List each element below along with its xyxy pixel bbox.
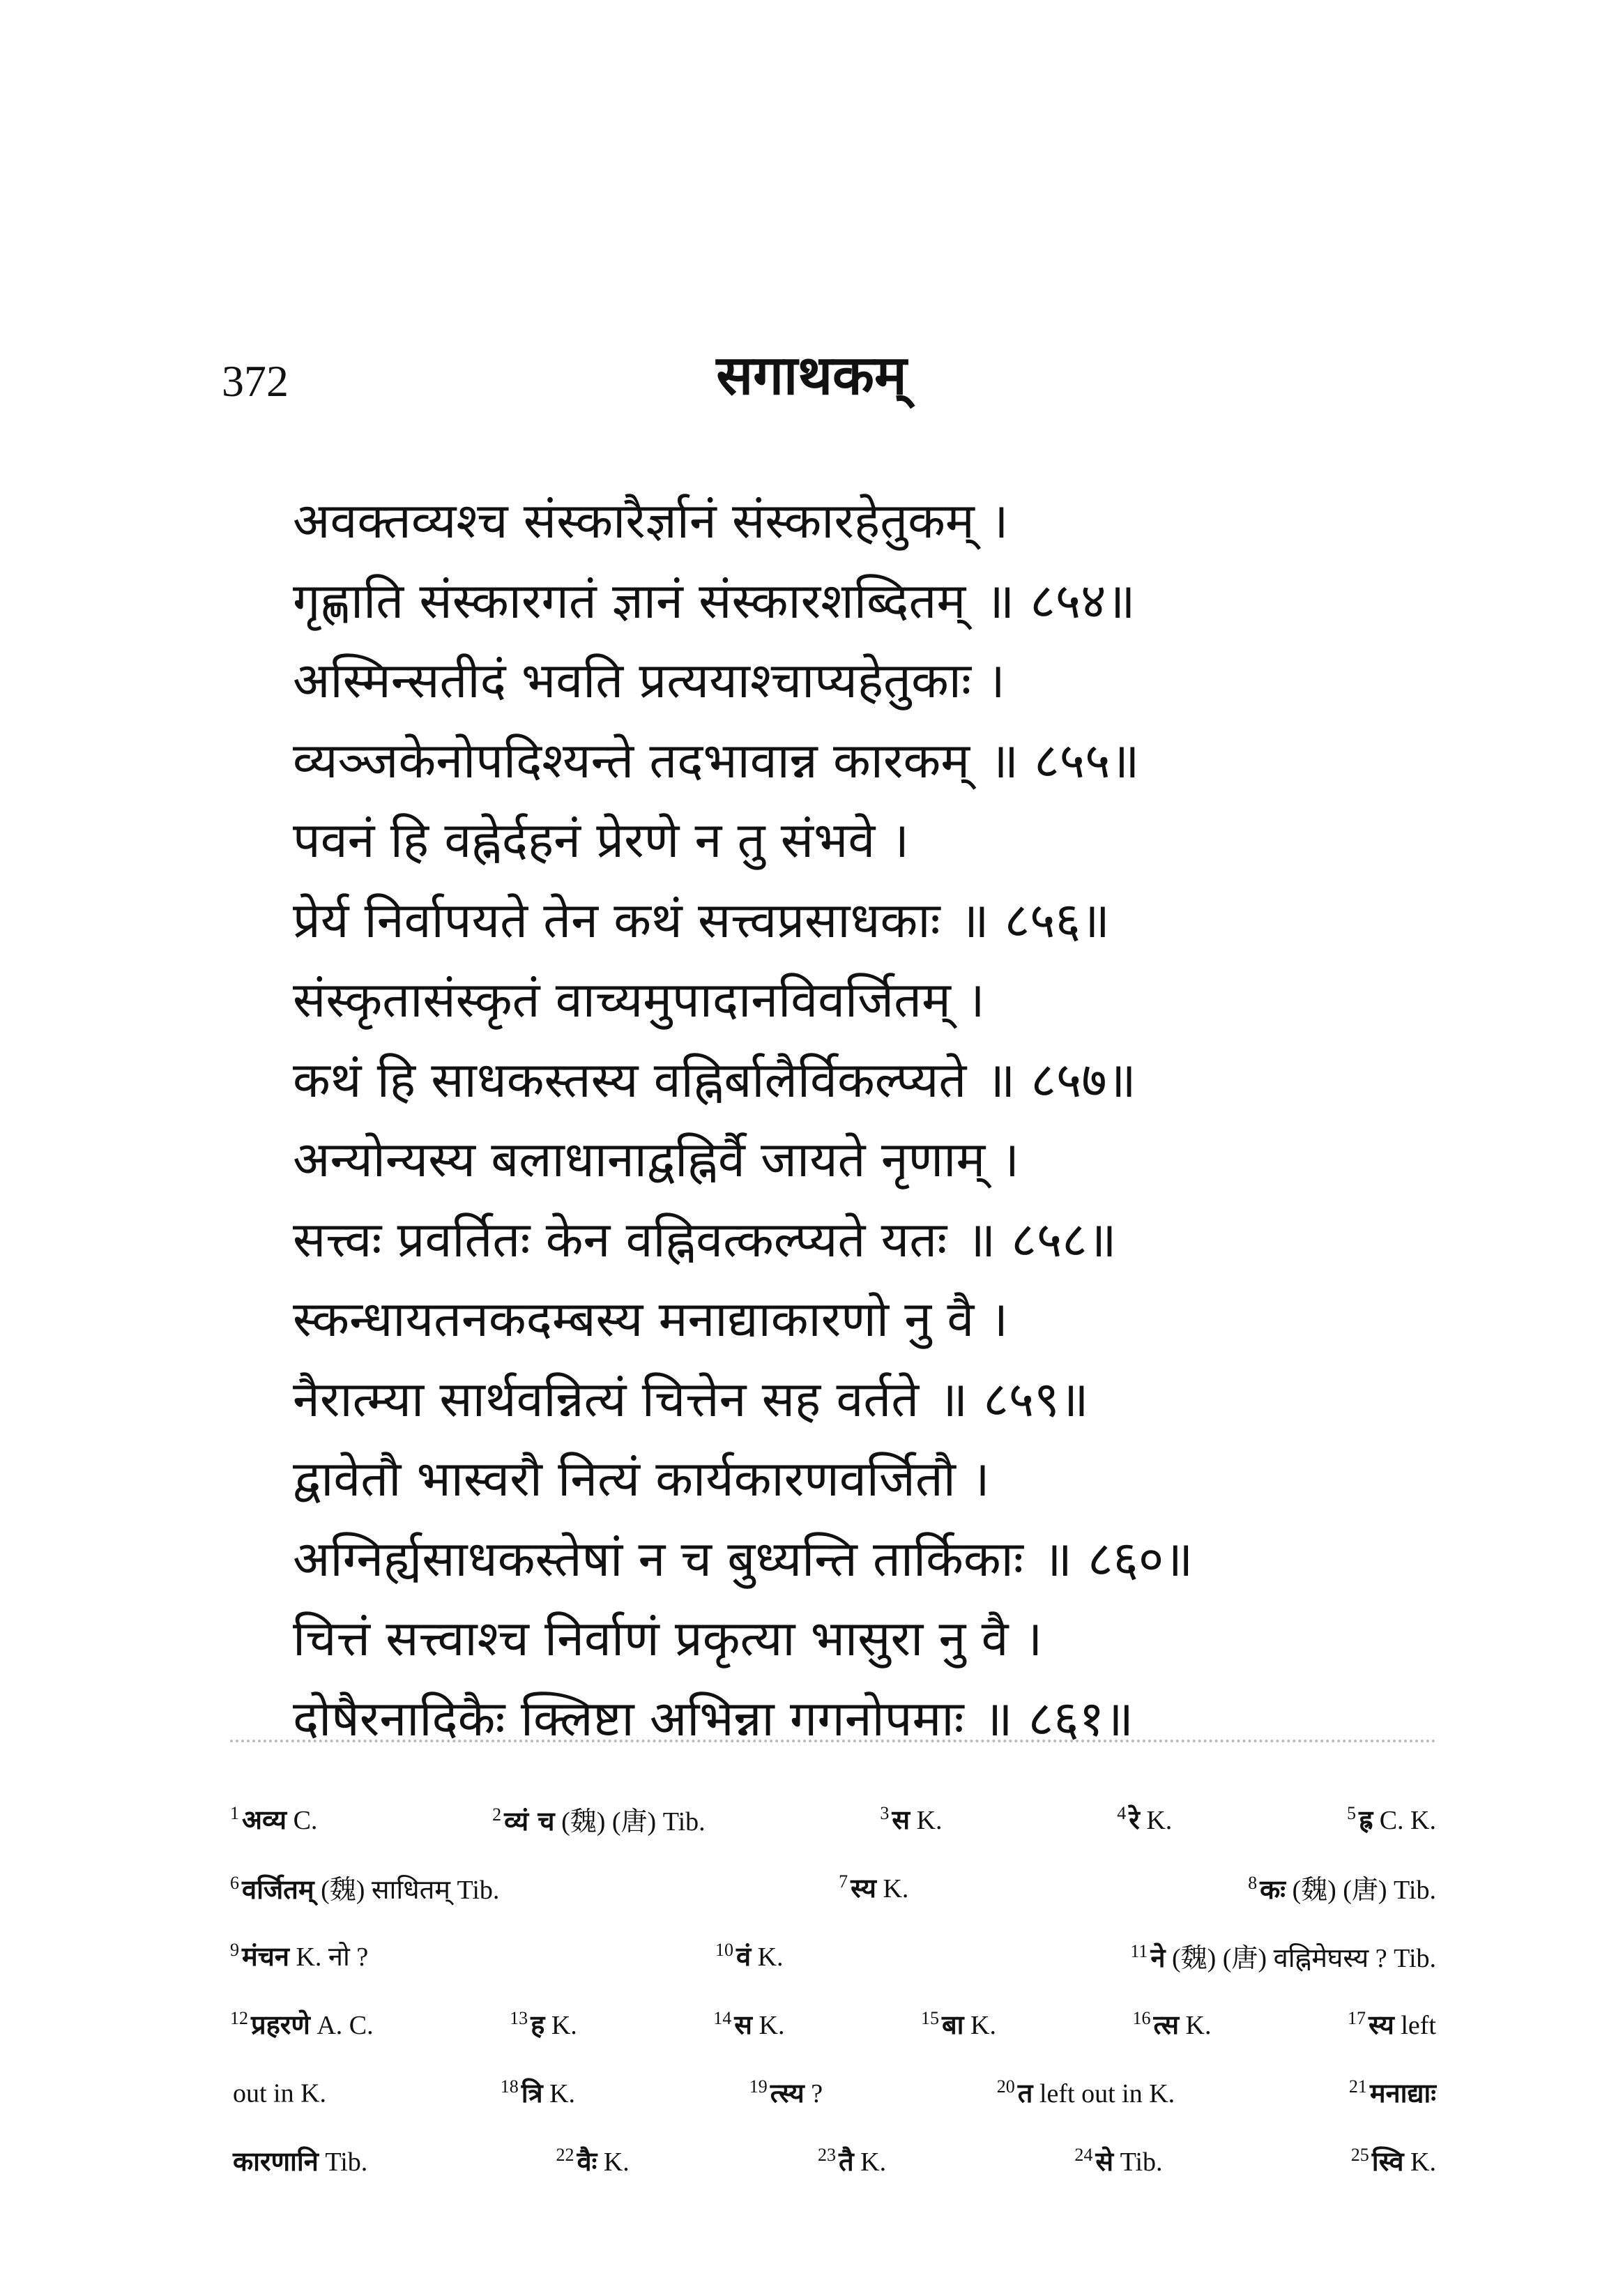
footnote-source: C. [293, 1806, 318, 1835]
footnote-marker: 6 [230, 1873, 239, 1894]
footnote-marker: 25 [1350, 2145, 1369, 2166]
footnote-marker: 24 [1074, 2145, 1093, 2166]
verse-text: अन्योन्यस्य बलाधानाद्वह्निर्वै जायते नृणाम् । [293, 1131, 1020, 1189]
footnote-item [713, 2006, 784, 2042]
footnote-marker: 19 [749, 2076, 768, 2097]
footnote-marker: 13 [510, 2008, 528, 2029]
footnote-item [1351, 2143, 1436, 2179]
footnote-item [818, 2143, 886, 2179]
footnote-marker: 15 [920, 2008, 939, 2029]
page-number: 372 [222, 356, 289, 406]
verse-line [293, 481, 1478, 561]
footnote-source: C. K. [1379, 1806, 1436, 1835]
footnote-marker: 20 [996, 2076, 1015, 2097]
verse-text: संस्कृतासंस्कृतं वाच्यमुपादानविवर्जितम् । [293, 971, 985, 1029]
verse-text: दोषैरनादिकैः क्लिष्टा अभिन्ना गगनोपमाः [293, 1689, 964, 1747]
footnote-item [230, 1868, 499, 1907]
footnote-source: K. नो ? [296, 1943, 369, 1972]
footnote-item [230, 1938, 368, 1974]
footnote-marker: 8 [1248, 1873, 1258, 1894]
verse-text: स्कन्धायतनकदम्बस्य मनाद्याकारणो नु वै । [293, 1291, 1009, 1348]
footnote-marker: 3 [880, 1803, 890, 1824]
footnote-item [1248, 1868, 1436, 1907]
verse-text: सत्त्वः प्रवर्तितः केन वह्निवत्कल्प्यते यतः [293, 1210, 947, 1268]
footnote-reading: त्स्य [770, 2078, 805, 2108]
footnote-source: (魏) (唐) Tib. [1292, 1876, 1436, 1905]
footnote-item [749, 2074, 823, 2111]
footnote-marker: 1 [230, 1803, 239, 1824]
verse-text: अग्निर्ह्यसाधकस्तेषां न च बुध्यन्ति तार्किकाः [293, 1530, 1023, 1588]
footnote-reading: स [892, 1804, 910, 1835]
verse-text: द्वावेतौ भास्वरौ नित्यं कार्यकारणवर्जितौ । [293, 1450, 990, 1508]
verse-line [293, 1200, 1478, 1280]
footnote-source: K. [757, 1943, 784, 1972]
footnote-source: left out in K. [1039, 2079, 1175, 2108]
footnote-item [997, 2074, 1175, 2111]
verse-line [293, 881, 1478, 961]
verse-line [293, 1120, 1478, 1200]
footnote-divider [230, 1740, 1436, 1742]
footnote-item [1349, 2074, 1436, 2111]
footnote-marker: 9 [230, 1940, 239, 1961]
footnote-reading: स्य [1369, 2009, 1394, 2040]
footnote-reading: ने [1150, 1943, 1166, 1973]
footnote-reading: मंचन [242, 1941, 289, 1972]
footnote-item [715, 1938, 784, 1974]
footnote-item [1130, 1936, 1436, 1975]
footnote-source: K. [551, 2011, 577, 2040]
verse-line [293, 1040, 1478, 1120]
footnote-row [230, 2058, 1436, 2127]
verse-number: ॥ ८६०॥ [1042, 1530, 1194, 1588]
footnote-reading: ह्र [1359, 1804, 1373, 1835]
verse-line [293, 800, 1478, 881]
footnote-item [230, 2143, 367, 2179]
footnote-reading: ह [531, 2009, 545, 2040]
footnote-marker: 23 [818, 2145, 836, 2166]
footnote-row [230, 1990, 1436, 2058]
footnote-source: (魏) (唐) Tib. [561, 1807, 706, 1837]
footnote-marker: 21 [1348, 2076, 1367, 2097]
verse-number: ॥ ८६१॥ [983, 1689, 1134, 1747]
verse-number: ॥ ८५७॥ [986, 1051, 1136, 1109]
footnote-reading: त्रि [521, 2078, 543, 2108]
footnote-marker: 16 [1132, 2008, 1151, 2029]
verse-number: ॥ ८५८॥ [966, 1210, 1117, 1268]
footnote-reading: तै [839, 2146, 854, 2177]
footnote-marker: 7 [839, 1871, 848, 1892]
verse-text: अवक्तव्यश्च संस्कारैर्ज्ञानं संस्कारहेतुकम् । [293, 492, 1009, 550]
verse-line [293, 1439, 1478, 1519]
footnote-item [880, 1801, 942, 1837]
footnote-source: ? [811, 2079, 823, 2108]
verse-number: ॥ ८५५॥ [989, 731, 1140, 789]
footnote-item [230, 1801, 317, 1837]
verse-number: ॥ ८५९॥ [938, 1370, 1089, 1428]
footnote-item [556, 2143, 630, 2179]
footnote-item [492, 1800, 705, 1839]
verse-line [293, 1360, 1478, 1440]
footnote-item [1347, 1801, 1436, 1837]
footnote-row [230, 1922, 1436, 1990]
verse-block [293, 481, 1478, 1758]
footnote-reading: त [1017, 2078, 1033, 2108]
verse-text: प्रेर्य निर्वापयते तेन कथं सत्त्वप्रसाधकाः [293, 891, 940, 949]
footnote-reading: अव्य [242, 1804, 287, 1835]
footnote-reading: प्रहरणे [251, 2009, 310, 2040]
footnote-source: K. [1185, 2011, 1212, 2040]
footnote-reading: त्स [1153, 2009, 1180, 2040]
verse-text: व्यञ्जकेनोपदिश्यन्ते तदभावान्न कारकम् [293, 731, 970, 789]
footnote-item [1117, 1801, 1172, 1837]
footnote-row [230, 1853, 1436, 1922]
footnotes [230, 1785, 1436, 2195]
footnote-item [921, 2006, 996, 2042]
footnote-source: K. [759, 2011, 785, 2040]
verse-line [293, 1599, 1478, 1679]
footnote-reading: स्य [851, 1873, 876, 1903]
footnote-item [501, 2074, 575, 2111]
footnote-item [230, 2006, 374, 2042]
verse-text: चित्तं सत्त्वाश्च निर्वाणं प्रकृत्या भासुरा नु वै । [293, 1610, 1043, 1668]
footnote-reading: कारणानि [233, 2146, 319, 2177]
verse-text: अस्मिन्सतीदं भवति प्रत्ययाश्चाप्यहेतुकाः । [293, 652, 1005, 710]
footnote-reading: स्वि [1371, 2146, 1404, 2177]
footnote-source: Tib. [325, 2147, 368, 2177]
footnote-reading: मनाद्याः [1369, 2078, 1436, 2108]
verse-line [293, 641, 1478, 721]
footnote-marker: 2 [492, 1804, 502, 1825]
footnote-marker: 4 [1117, 1803, 1127, 1824]
verse-line [293, 960, 1478, 1040]
verse-number: ॥ ८५४॥ [985, 572, 1136, 630]
footnote-reading: बा [941, 2009, 964, 2040]
footnote-marker: 22 [556, 2145, 574, 2166]
footnote-source: K. [549, 2079, 576, 2108]
verse-number: ॥ ८५६॥ [959, 891, 1110, 949]
footnote-source: K. [970, 2011, 996, 2040]
footnote-item [839, 1869, 908, 1906]
footnote-source: K. [1410, 2147, 1436, 2177]
footnote-reading: वं [736, 1941, 752, 1972]
footnote-marker: 11 [1130, 1941, 1148, 1962]
verse-text: नैरात्म्या सार्थवन्नित्यं चित्तेन सह वर्तते [293, 1370, 920, 1428]
footnote-source: K. [916, 1806, 943, 1835]
footnote-row [230, 2127, 1436, 2195]
footnote-marker: 18 [500, 2076, 519, 2097]
footnote-source: (魏) (唐) वह्निमेघस्य ? Tib. [1171, 1944, 1436, 1973]
footnote-source: out in K. [233, 2078, 327, 2108]
footnote-source: K. [603, 2147, 630, 2177]
footnote-item [510, 2006, 577, 2042]
verse-line [293, 721, 1478, 801]
footnote-source: K. [883, 1874, 909, 1903]
verse-line [293, 561, 1478, 641]
footnote-reading: स [734, 2009, 752, 2040]
verse-line [293, 1279, 1478, 1360]
footnote-source: K. [860, 2147, 887, 2177]
footnote-source: K. [1146, 1806, 1173, 1835]
running-title: सगाथकम् [716, 344, 907, 407]
footnote-item [1132, 2006, 1211, 2042]
footnote-item [1348, 2006, 1436, 2042]
verse-text: कथं हि साधकस्तस्य वह्निर्बालैर्विकल्प्यते [293, 1051, 967, 1109]
footnote-source: left [1401, 2011, 1436, 2040]
footnote-source: Tib. [1120, 2147, 1163, 2177]
footnote-marker: 14 [713, 2008, 732, 2029]
verse-text: पवनं हि वह्नेर्दहनं प्रेरणे न तु संभवे । [293, 812, 910, 869]
verse-line [293, 1679, 1478, 1759]
footnote-marker: 10 [715, 1940, 733, 1961]
footnote-reading: वर्जितम् [242, 1874, 314, 1905]
verse-text: गृह्णाति संस्कारगतं ज्ञानं संस्कारशब्दितम् [293, 572, 966, 630]
footnote-reading: कः [1260, 1874, 1286, 1905]
footnote-source: A. C. [317, 2011, 374, 2040]
footnote-marker: 5 [1347, 1803, 1356, 1824]
footnote-marker: 17 [1348, 2008, 1366, 2029]
footnote-reading: व्यं च [504, 1806, 555, 1837]
footnote-item [1074, 2143, 1162, 2179]
footnote-reading: वैः [577, 2146, 597, 2177]
footnote-marker: 12 [230, 2008, 248, 2029]
verse-line [293, 1519, 1478, 1599]
footnote-reading: से [1095, 2146, 1114, 2177]
footnote-item [230, 2076, 326, 2109]
footnote-reading: रे [1129, 1804, 1140, 1835]
footnote-source: (魏) साधितम् Tib. [321, 1876, 500, 1905]
footnote-row [230, 1785, 1436, 1853]
